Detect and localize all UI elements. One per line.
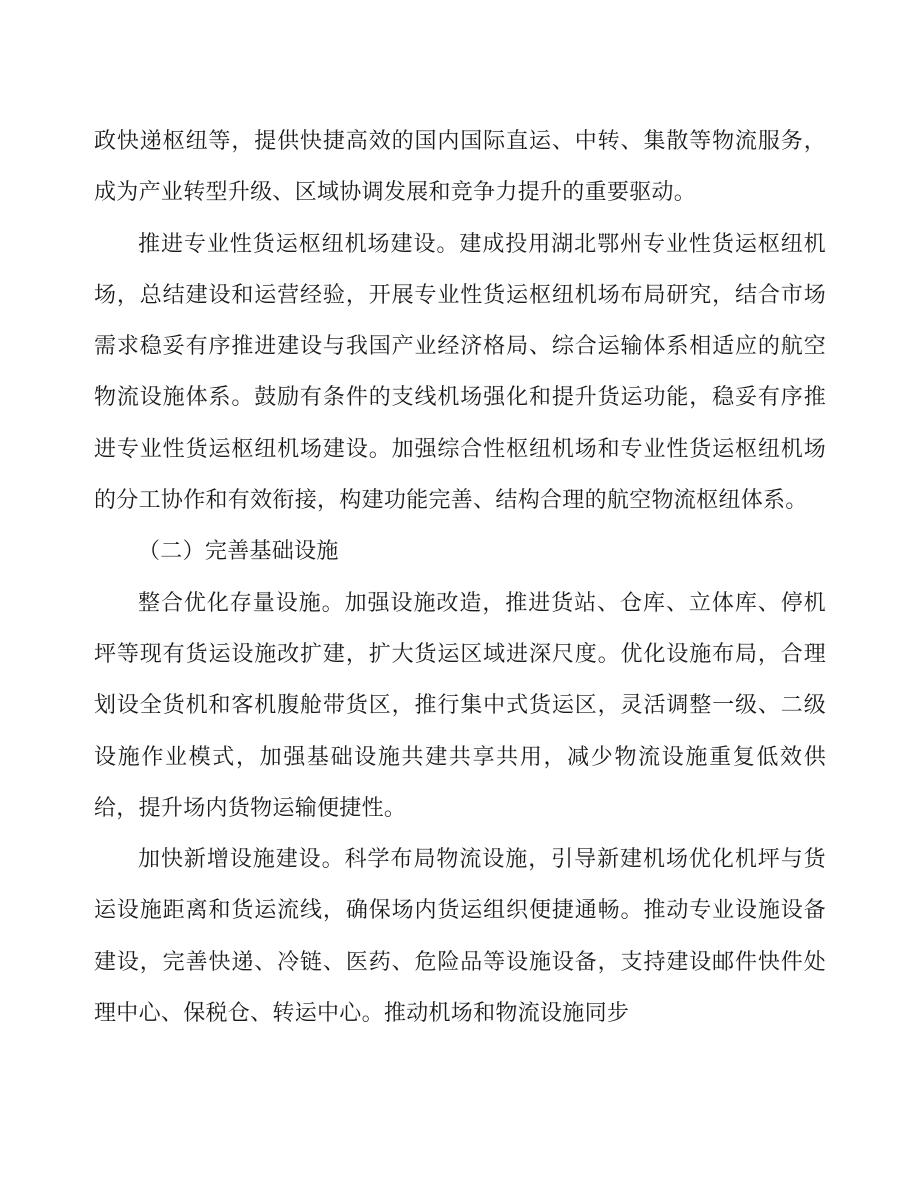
section-heading: （二）完善基础设施 (138, 539, 339, 565)
paragraph-cargo-hub-airport: 推进专业性货运枢纽机场建设。建成投用湖北鄂州专业性货运枢纽机场，总结建设和运营经验，开展专业性货运枢纽机场布局研究，结合市场需求稳妥有序推进建设与我国产业经济格局、综合运输体系相适应的航空物流设施体系。鼓励有条件的支线机场强化和提升货运功能，稳妥有序推进专业性货运枢纽机场建设。加强综合性枢纽机场和专业性货运枢纽机场的分工协作和有效衔接，构建功能完善、结构合理的航空物流枢纽体系。 (94, 231, 826, 514)
paragraph-new-facilities: 加快新增设施建设。科学布局物流设施，引导新建机场优化机坪与货运设施距离和货运流线，确保场内货运组织便捷通畅。推动专业设施设备建设，完善快递、冷链、医药、危险品等设施设备，支持建设邮件快件处理中心、保税仓、转运中心。推动机场和物流设施同步 (94, 847, 826, 1027)
document-body (94, 116, 826, 1039)
paragraph-optimize-existing-facilities: 整合优化存量设施。加强设施改造，推进货站、仓库、立体库、停机坪等现有货运设施改扩建，扩大货运区域进深尺度。优化设施布局，合理划设全货机和客机腹舱带货区，推行集中式货运区，灵活调整一级、二级设施作业模式，加强基础设施共建共享共用，减少物流设施重复低效供给，提升场内货物运输便捷性。 (94, 590, 826, 821)
paragraph-continuation: 政快递枢纽等，提供快捷高效的国内国际直运、中转、集散等物流服务，成为产业转型升级、区域协调发展和竞争力提升的重要驱动。 (94, 129, 826, 206)
